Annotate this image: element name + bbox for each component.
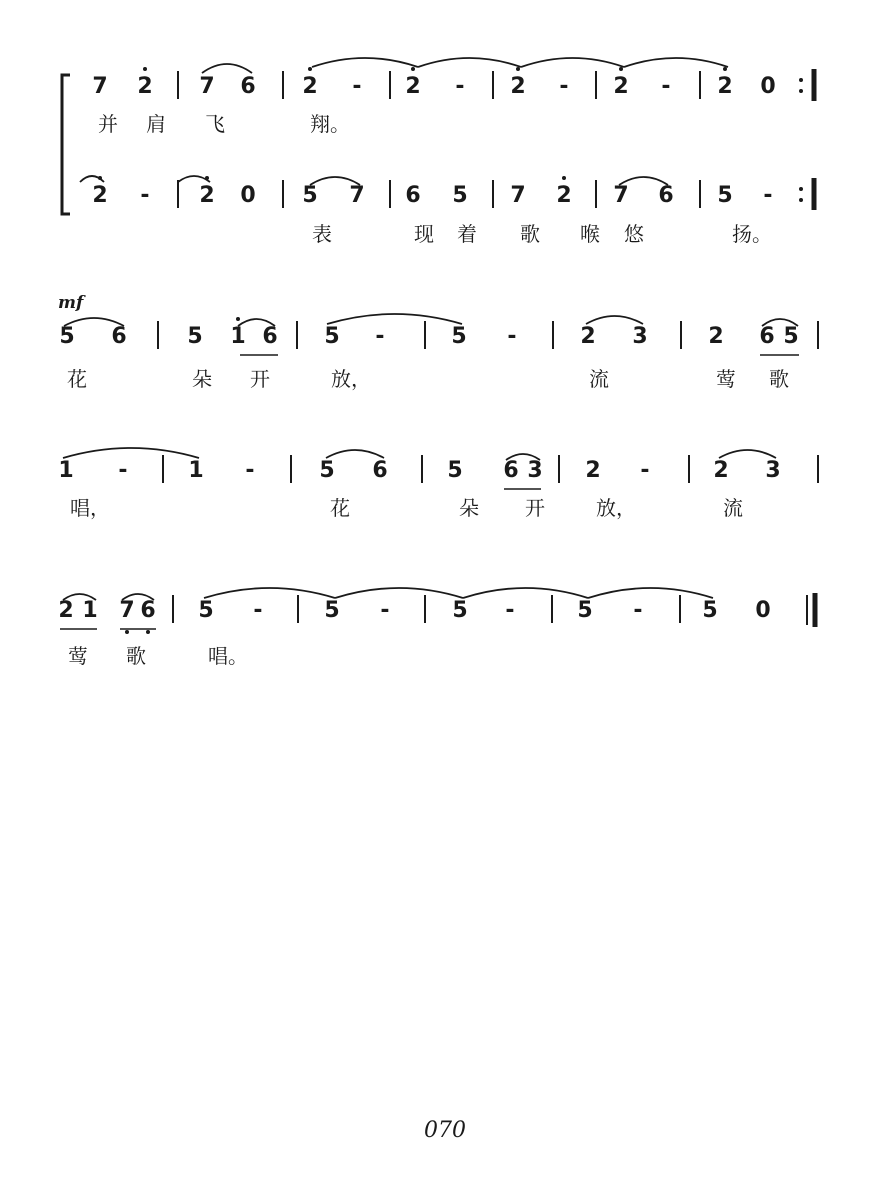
note-2: 2	[199, 183, 215, 208]
lyric-syllable: 翔。	[310, 112, 350, 136]
note-2: 2	[713, 458, 729, 483]
lyric-syllable: 表	[312, 222, 332, 246]
note-5: 5	[783, 324, 799, 349]
high-octave-dot	[562, 176, 566, 180]
note-0: 0	[240, 183, 256, 208]
lyric-syllable: 悠	[624, 222, 644, 246]
note-0: 0	[760, 74, 776, 99]
note-1: 1	[58, 458, 74, 483]
note-2: 2	[580, 324, 596, 349]
dash-mark: -	[640, 458, 650, 483]
dash-mark: -	[507, 324, 517, 349]
repeat-dot	[799, 89, 803, 93]
high-octave-dot	[516, 67, 520, 71]
note-5: 5	[702, 598, 718, 623]
lyric-syllable: 花	[330, 496, 350, 520]
dash-mark: -	[455, 74, 465, 99]
dash-mark: -	[375, 324, 385, 349]
note-0: 0	[755, 598, 771, 623]
note-5: 5	[187, 324, 203, 349]
note-5: 5	[717, 183, 733, 208]
note-5: 5	[198, 598, 214, 623]
note-2: 2	[302, 74, 318, 99]
note-1: 1	[230, 324, 246, 349]
low-octave-dot	[125, 630, 129, 634]
tie	[312, 58, 418, 67]
lyric-syllable: 歌	[520, 222, 540, 246]
note-7: 7	[199, 74, 215, 99]
note-7: 7	[349, 183, 365, 208]
lyric-syllable: 着	[457, 222, 477, 246]
lyric-syllable: 唱，	[70, 496, 110, 520]
tie	[178, 176, 210, 182]
dash-mark: -	[763, 183, 773, 208]
note-5: 5	[324, 324, 340, 349]
low-octave-dot	[146, 630, 150, 634]
note-2: 2	[556, 183, 572, 208]
tie	[521, 58, 624, 67]
dash-mark: -	[633, 598, 643, 623]
lyric-syllable: 现	[414, 222, 434, 246]
note-2: 2	[92, 183, 108, 208]
lyric-syllable: 飞	[205, 112, 225, 136]
note-2: 2	[613, 74, 629, 99]
dash-mark: -	[559, 74, 569, 99]
dash-mark: -	[140, 183, 150, 208]
lyric-syllable: 放，	[596, 496, 636, 520]
note-2: 2	[405, 74, 421, 99]
note-3: 3	[632, 324, 648, 349]
high-octave-dot	[619, 67, 623, 71]
page-number: 070	[424, 1118, 466, 1143]
dash-mark: -	[352, 74, 362, 99]
dash-mark: -	[505, 598, 515, 623]
note-5: 5	[452, 598, 468, 623]
note-2: 2	[708, 324, 724, 349]
lyric-syllable: 扬。	[732, 222, 772, 246]
note-6: 6	[140, 598, 156, 623]
lyric-syllable: 朵	[192, 367, 212, 391]
lyric-syllable: 流	[723, 496, 743, 520]
note-6: 6	[759, 324, 775, 349]
dash-mark: -	[380, 598, 390, 623]
high-octave-dot	[723, 67, 727, 71]
note-5: 5	[59, 324, 75, 349]
tie	[463, 588, 588, 598]
lyric-syllable: 莺	[68, 644, 88, 668]
note-7: 7	[613, 183, 629, 208]
repeat-dot	[799, 187, 803, 191]
lyric-syllable: 歌	[769, 367, 789, 391]
high-octave-dot	[411, 67, 415, 71]
lyric-syllable: 朵	[459, 496, 479, 520]
note-5: 5	[577, 598, 593, 623]
note-2: 2	[585, 458, 601, 483]
slur	[202, 64, 252, 73]
dash-mark: -	[245, 458, 255, 483]
note-5: 5	[447, 458, 463, 483]
tie	[588, 588, 713, 598]
slur	[326, 450, 384, 458]
note-2: 2	[510, 74, 526, 99]
dynamic-marking: mf	[58, 293, 84, 313]
note-7: 7	[510, 183, 526, 208]
lyric-syllable: 开	[525, 496, 545, 520]
note-3: 3	[527, 458, 543, 483]
lyric-syllable: 莺	[716, 367, 736, 391]
note-6: 6	[372, 458, 388, 483]
note-1: 1	[188, 458, 204, 483]
lyric-syllable: 喉	[580, 222, 600, 246]
note-6: 6	[658, 183, 674, 208]
slur	[719, 450, 776, 458]
lyric-syllable: 花	[67, 367, 87, 391]
note-7: 7	[119, 598, 135, 623]
note-1: 1	[82, 598, 98, 623]
note-5: 5	[451, 324, 467, 349]
note-6: 6	[111, 324, 127, 349]
lyric-syllable: 流	[589, 367, 609, 391]
note-2: 2	[58, 598, 74, 623]
note-5: 5	[302, 183, 318, 208]
lyric-syllable: 放，	[331, 367, 371, 391]
tie	[418, 58, 521, 67]
dash-mark: -	[661, 74, 671, 99]
lyric-syllable: 歌	[126, 644, 146, 668]
system-bracket	[62, 75, 70, 214]
tie	[327, 314, 462, 324]
note-6: 6	[240, 74, 256, 99]
dash-mark: -	[118, 458, 128, 483]
high-octave-dot	[143, 67, 147, 71]
repeat-dot	[799, 78, 803, 82]
tie	[624, 58, 728, 67]
high-octave-dot	[236, 317, 240, 321]
lyric-syllable: 肩	[146, 112, 166, 136]
note-3: 3	[765, 458, 781, 483]
slur	[586, 316, 643, 324]
note-2: 2	[717, 74, 733, 99]
note-2: 2	[137, 74, 153, 99]
note-6: 6	[503, 458, 519, 483]
note-5: 5	[324, 598, 340, 623]
dash-mark: -	[253, 598, 263, 623]
note-5: 5	[319, 458, 335, 483]
note-7: 7	[92, 74, 108, 99]
note-6: 6	[262, 324, 278, 349]
lyric-syllable: 并	[98, 112, 118, 136]
repeat-dot	[799, 198, 803, 202]
note-6: 6	[405, 183, 421, 208]
tie	[204, 588, 335, 598]
note-5: 5	[452, 183, 468, 208]
lyric-syllable: 唱。	[208, 644, 248, 668]
lyric-syllable: 开	[250, 367, 270, 391]
high-octave-dot	[308, 67, 312, 71]
tie	[335, 588, 463, 598]
tie	[63, 448, 199, 458]
